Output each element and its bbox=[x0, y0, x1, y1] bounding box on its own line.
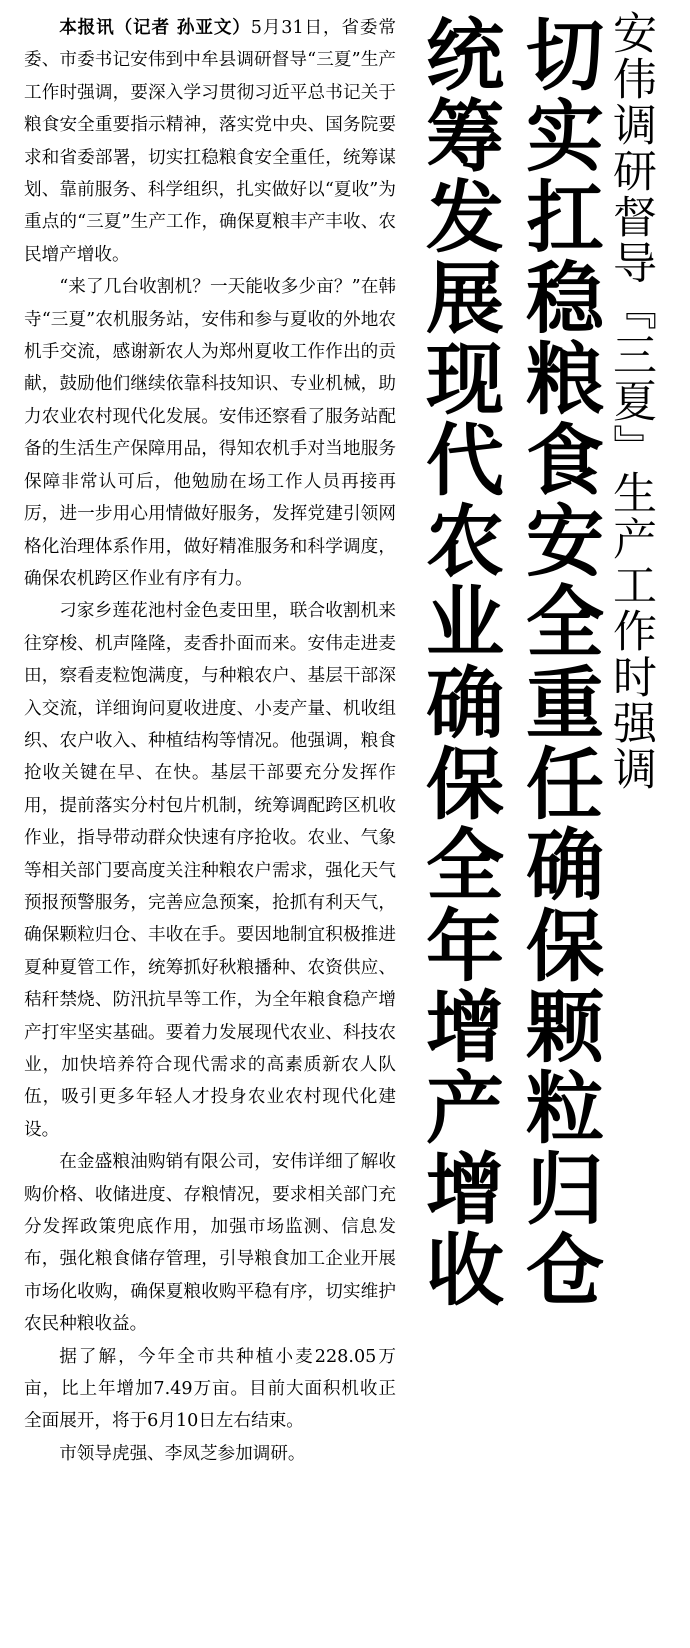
article-paragraph-4: 在金盛粮油购销有限公司，安伟详细了解收购价格、收储进度、存粮情况，要求相关部门充分发挥政策兜底作用，加强市场监测、信息发布，强化粮食储存管理，引导粮食加工企业开展市场化收购，确保夏粮收购平稳有序，切实维护农民种粮收益。 bbox=[24, 1152, 396, 1335]
subheadline: 安伟调研督导『三夏』生产工作时强调 bbox=[605, 10, 656, 792]
headline-line-2: 统筹发展现代农业确保全年增产增收 bbox=[413, 14, 503, 1310]
article-paragraph-2: “来了几台收割机？一天能收多少亩？”在韩寺“三夏”农机服务站，安伟和参与夏收的外地农机手交流，感谢新农人为郑州夏收工作作出的贡献，鼓励他们继续依靠科技知识、专业机械，助力农业农村现代化发展。安伟还察看了服务站配备的生活生产保障用品，得知农机手对当地服务保障非常认可后，他勉励在场工作人员再接再厉，进一步用心用情做好服务，发挥党建引领网格化治理体系作用，做好精准服务和科学调度，确保农机跨区作业有序有力。 bbox=[24, 277, 396, 589]
article-paragraph-5: 据了解，今年全市共种植小麦228.05万亩，比上年增加7.49万亩。目前大面积机收正全面展开，将于6月10日左右结束。 bbox=[24, 1346, 396, 1432]
article-body bbox=[24, 12, 396, 1470]
byline: 本报讯（记者 孙亚文） bbox=[59, 18, 251, 38]
headline-line-1: 切实扛稳粮食安全重任确保颗粒归仓 bbox=[513, 14, 603, 1310]
article-paragraph-3: 刁家乡莲花池村金色麦田里，联合收割机来往穿梭、机声隆隆，麦香扑面而来。安伟走进麦田，察看麦粒饱满度，与种粮农户、基层干部深入交流，详细询问夏收进度、小麦产量、机收组织、农户收入、种植结构等情况。他强调，粮食抢收关键在早、在快。基层干部要充分发挥作用，提前落实分村包片机制，统筹调配跨区机收作业，指导带动群众快速有序抢收。农业、气象等相关部门要高度关注种粮农户需求，强化天气预报预警服务，完善应急预案，抢抓有利天气，确保颗粒归仓、丰收在手。要因地制宜积极推进夏种夏管工作，统筹抓好秋粮播种、农资供应、秸秆禁烧、防汛抗旱等工作，为全年粮食稳产增产打牢坚实基础。要着力发展现代农业、科技农业，加快培养符合现代需求的高素质新农人队伍，吸引更多年轻人才投身农业农村现代化建设。 bbox=[24, 601, 396, 1140]
article-paragraph-1 bbox=[24, 12, 396, 271]
article-paragraph-6: 市领导虎强、李凤芝参加调研。 bbox=[59, 1443, 306, 1464]
paragraph-1-text: 5月31日，省委常委、市委书记安伟到中牟县调研督导“三夏”生产工作时强调，要深入学习贯彻习近平总书记关于粮食安全重要指示精神，落实党中央、国务院要求和省委部署，切实扛稳粮食安全重任，统筹谋划、靠前服务、科学组织，扎实做好以“夏收”为重点的“三夏”生产工作，确保夏粮丰产丰收、农民增产增收。 bbox=[24, 18, 396, 265]
